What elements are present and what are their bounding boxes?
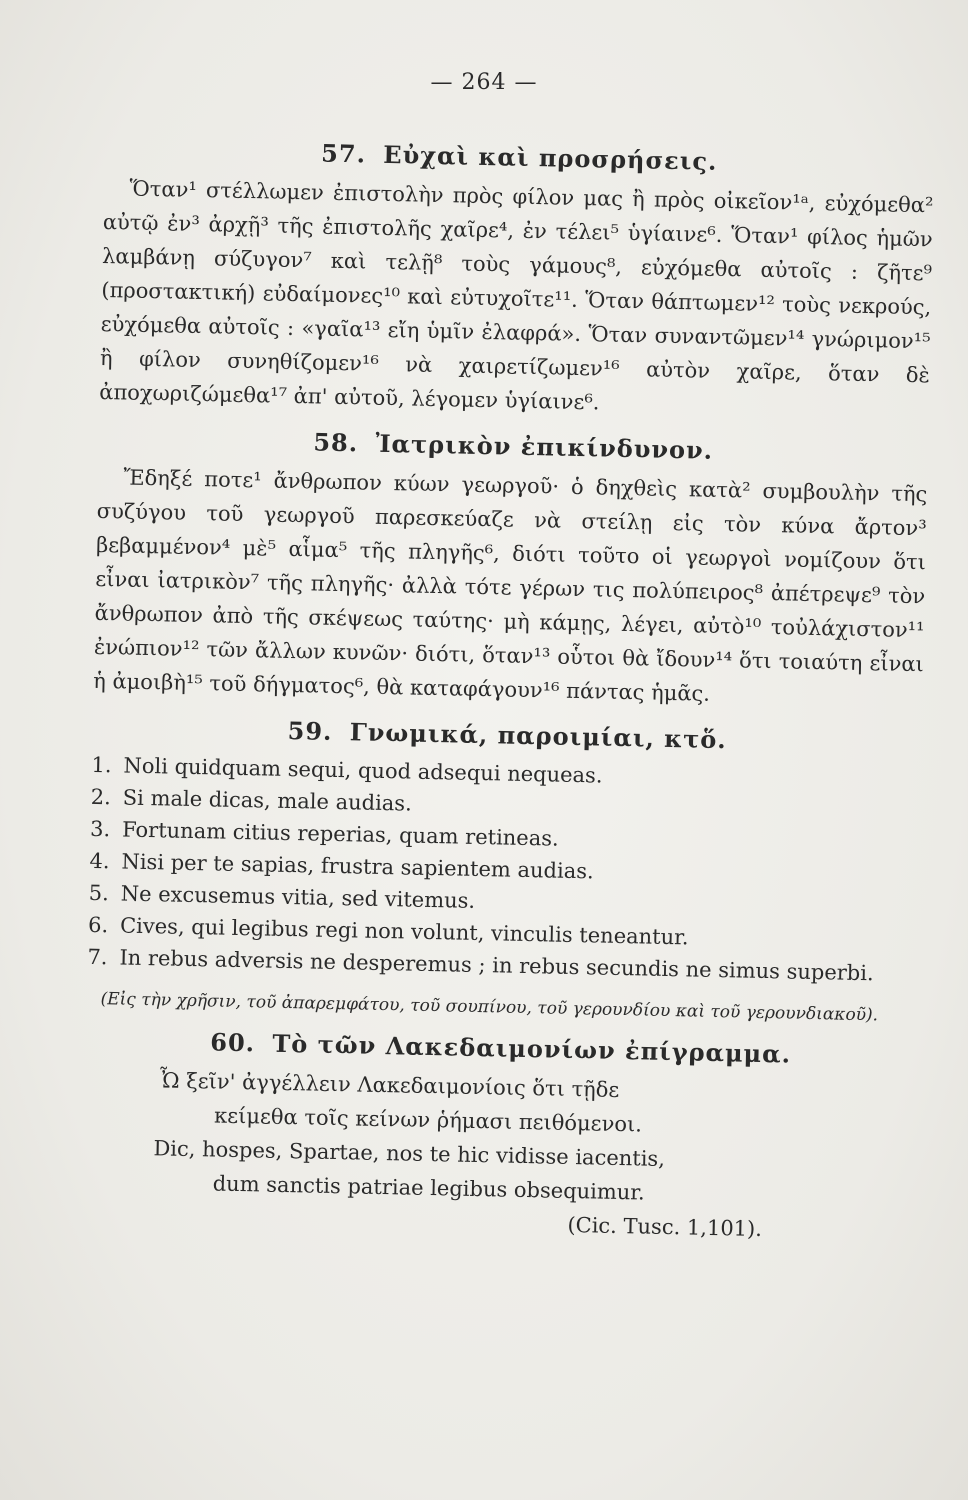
section-57: [99, 134, 935, 426]
grammar-note: (Εἰς τὴν χρῆσιν, τοῦ ἀπαρεμφάτου, τοῦ σουπίνου, τοῦ γερουνδίου καὶ τοῦ γερουνδιακοῦ).: [100, 989, 879, 1026]
proverb-text: Fortunam citius reperias, quam retineas.: [121, 817, 559, 851]
epigram-line: Ὦ ξεῖν' ἀγγέλλειν Λακεδαιμονίοις ὅτι τῇδε: [159, 1068, 620, 1102]
section-60: [82, 1025, 916, 1249]
page-number: — 264 —: [430, 70, 538, 95]
section-number: 58.: [313, 427, 359, 458]
epigram-line: κείμεθα τοῖς κείνων ῥήμασι πειθόμενοι.: [213, 1103, 643, 1137]
proverb-number: 5.: [88, 880, 110, 906]
section-number: 59.: [287, 715, 333, 746]
section-text: Ὅταν¹ στέλλωμεν ἐπιστολὴν πρὸς φίλον μας ἢ πρὸς οἰκεῖον¹ᵃ, εὐχόμεθα² αὐτῷ ἐν³ ἀρχῇ³ τῆς ἐπιστολῆς χαῖρε⁴, ἐν τέλει⁵ ὑγίαινε⁶. Ὅταν¹ φίλος ἡμῶν λαμβάνῃ σύζυγον⁷ καὶ τελῇ⁸ τοὺς γάμους⁸, εὐχόμεθα αὐτοῖς : ζῆτε⁹ (προστακτική) εὐδαίμονες¹⁰ καὶ εὐτυχοῖτε¹¹. Ὅταν θάπτωμεν¹² τοὺς νεκρούς, εὐχόμεθα αὐτοῖς : «γαῖα¹³ εἴη ὑμῖν ἐλαφρά». Ὅταν συναντῶμεν¹⁴ γνώριμον¹⁵ ἢ φίλον συνηθίζομεν¹⁶ νὰ χαιρετίζωμεν¹⁶ αὐτὸν χαῖρε, ὅταν δὲ ἀποχωριζώμεθα¹⁷ ἀπ' αὐτοῦ, λέγομεν ὑγίαινε⁶.: [99, 176, 934, 415]
epigram-line: Dic, hospes, Spartae, nos te hic vidisse iacentis,: [153, 1136, 666, 1171]
epigram-line: dum sanctis patriae legibus obsequimur.: [212, 1171, 645, 1205]
proverb-number: 7.: [87, 944, 108, 970]
proverb-text: Nisi per te sapias, frustra sapientem audias.: [121, 849, 594, 884]
proverb-text: Si male dicas, male audias.: [122, 785, 413, 816]
proverb-number: 4.: [89, 848, 110, 874]
section-title: Ἰατρικὸν ἐπικίνδυνον.: [375, 428, 714, 465]
section-title: Γνωμικά, παροιμίαι, κτὅ.: [349, 717, 728, 755]
epigram: [82, 1062, 915, 1249]
proverb-number: 6.: [87, 912, 109, 938]
proverb-number: 1.: [91, 752, 112, 778]
section-number: 57.: [320, 138, 367, 169]
section-58: [93, 423, 929, 715]
proverb-list: [87, 749, 922, 990]
section-59: [86, 712, 922, 1028]
citation: (Cic. Tusc. 1,101).: [567, 1212, 763, 1241]
section-title: Εὐχαὶ καὶ προσρήσεις.: [383, 139, 718, 176]
proverb-text: Ne excusemus vitia, sed vitemus.: [120, 881, 476, 913]
proverb-text: Noli quidquam sequi, quod adsequi nequeas.: [123, 753, 603, 788]
section-text: Ἔδηξέ ποτε¹ ἄνθρωπον κύων γεωργοῦ· ὁ δηχθεὶς κατὰ² συμβουλὴν τῆς συζύγου τοῦ γεωργοῦ παρεσκεύαζε νὰ στείλῃ εἰς τὸν κύνα ἄρτον³ βεβαμμένον⁴ μὲ⁵ αἷμα⁵ τῆς πληγῆς⁶, διότι τοῦτο οἱ γεωργοὶ νομίζουν ὅτι εἶναι ἰατρικὸν⁷ τῆς πληγῆς· ἀλλὰ τότε γέρων τις πολύπειρος⁸ ἀπέτρεψε⁹ τὸν ἄνθρωπον ἀπὸ τῆς σκέψεως ταύτης· μὴ κάμῃς, λέγει, αὐτὸ¹⁰ τοὐλάχιστον¹¹ ἐνώπιον¹² τῶν ἄλλων κυνῶν· διότι, ὅταν¹³ οὗτοι θὰ ἴδουν¹⁴ ὅτι τοιαύτη εἶναι ἡ ἀμοιβὴ¹⁵ τοῦ δήγματος⁶, θὰ καταφάγουν¹⁶ πάντας ἡμᾶς.: [92, 465, 928, 706]
page-content: [82, 120, 935, 1249]
proverb-number: 2.: [90, 784, 112, 810]
proverb-number: 3.: [89, 816, 111, 842]
proverb-text: Cives, qui legibus regi non volunt, vinculis teneantur.: [119, 913, 689, 950]
section-title: Τὸ τῶν Λακεδαιμονίων ἐπίγραμμα.: [272, 1028, 792, 1069]
proverb-text: In rebus adversis ne desperemus ; in rebus secundis ne simus superbi.: [119, 945, 874, 986]
section-number: 60.: [210, 1027, 256, 1058]
